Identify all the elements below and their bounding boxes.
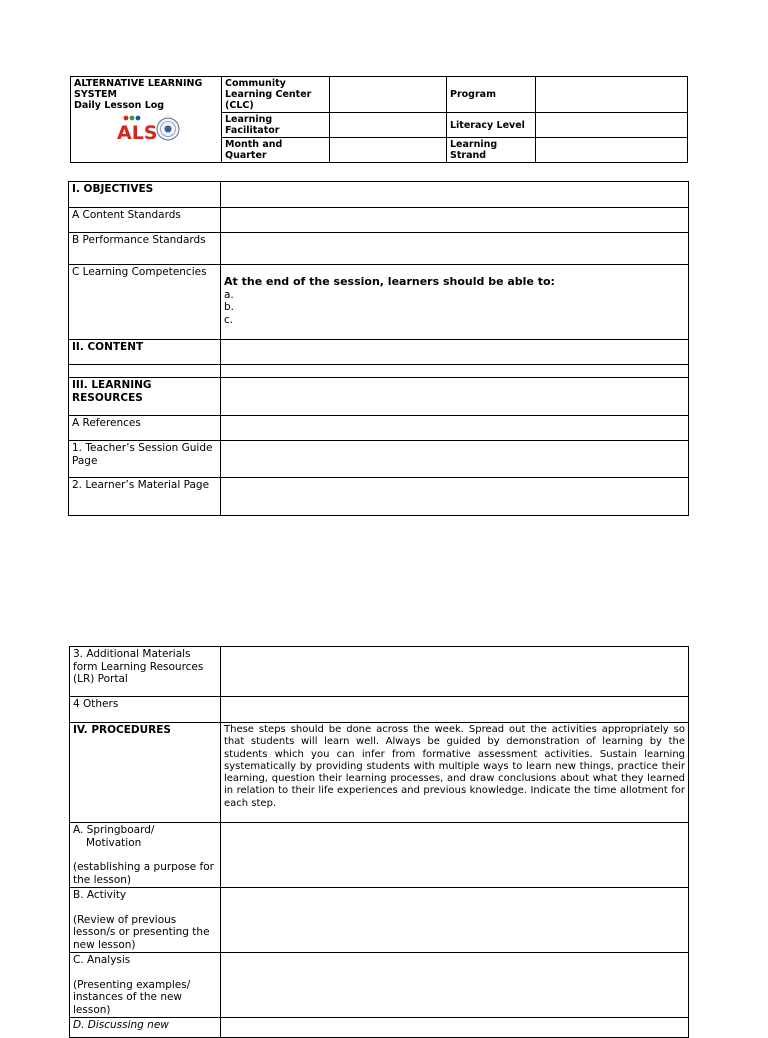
- clc-label: Community Learning Center (CLC): [222, 77, 330, 113]
- content-standards-label: A Content Standards: [69, 208, 221, 233]
- literacy-level-value[interactable]: [536, 113, 688, 138]
- als-logo-text: ALS: [117, 122, 158, 144]
- performance-standards-value[interactable]: [221, 233, 689, 265]
- learning-resources-value[interactable]: [221, 378, 689, 416]
- competency-item-c: c.: [224, 313, 234, 326]
- header-table: [70, 76, 688, 163]
- system-title-line1: ALTERNATIVE LEARNING: [74, 78, 203, 89]
- springboard-title: A. Springboard/: [73, 824, 155, 836]
- learning-strand-value[interactable]: [536, 138, 688, 163]
- month-quarter-label: Month and Quarter: [222, 138, 330, 163]
- activity-title: B. Activity: [73, 889, 127, 901]
- blank-row-value[interactable]: [221, 365, 689, 378]
- objectives-table: [68, 181, 689, 516]
- competency-lead-text: At the end of the session, learners should be able to:: [224, 275, 555, 288]
- content-heading: II. CONTENT: [69, 340, 221, 365]
- competency-item-b: b.: [224, 301, 235, 313]
- springboard-label: [70, 823, 221, 888]
- facilitator-label: Learning Facilitator: [222, 113, 330, 138]
- content-value[interactable]: [221, 340, 689, 365]
- springboard-note: (establishing a purpose for the lesson): [73, 861, 214, 886]
- facilitator-value[interactable]: [330, 113, 447, 138]
- performance-standards-label: B Performance Standards: [69, 233, 221, 265]
- als-logo-icon: [116, 115, 158, 144]
- objectives-heading: I. OBJECTIVES: [69, 182, 221, 208]
- references-label: A References: [69, 416, 221, 441]
- learning-competencies-label: C Learning Competencies: [69, 265, 221, 340]
- teacher-guide-value[interactable]: [221, 441, 689, 478]
- additional-materials-label: 3. Additional Materials form Learning Resources (LR) Portal: [70, 647, 221, 697]
- activity-label: [70, 888, 221, 953]
- blank-row-label: [69, 365, 221, 378]
- discussing-value[interactable]: [221, 1018, 689, 1038]
- analysis-label: [70, 953, 221, 1018]
- logos: [74, 115, 218, 143]
- activity-value[interactable]: [221, 888, 689, 953]
- springboard-title-cont: Motivation: [86, 836, 142, 849]
- analysis-title: C. Analysis: [73, 954, 131, 966]
- teacher-guide-label: 1. Teacher’s Session Guide Page: [69, 441, 221, 478]
- learning-resources-heading: III. LEARNING RESOURCES: [69, 378, 221, 416]
- others-label: 4 Others: [70, 697, 221, 723]
- daily-lesson-log-title: Daily Lesson Log: [74, 100, 165, 111]
- learner-material-label: 2. Learner’s Material Page: [69, 478, 221, 516]
- analysis-value[interactable]: [221, 953, 689, 1018]
- activity-note: (Review of previous lesson/s or presenting the new lesson): [73, 913, 210, 951]
- literacy-level-label: Literacy Level: [447, 113, 536, 138]
- clc-value[interactable]: [330, 77, 447, 113]
- analysis-note: (Presenting examples/ instances of the new lesson): [73, 978, 191, 1016]
- program-value[interactable]: [536, 77, 688, 113]
- references-value[interactable]: [221, 416, 689, 441]
- procedures-heading: IV. PROCEDURES: [70, 723, 221, 823]
- objectives-value[interactable]: [221, 182, 689, 208]
- procedures-instructions: These steps should be done across the week. Spread out the activities appropriately so that students will learn well. Always be guided by demonstration of learning by the students which you can infer from formative assessment activities. Sustain learning systematically by providing students with multiple ways to learn new things, practice their learning, question their learning processes, and draw conclusions about what they learned in relation to their life experiences and previous knowledge. Indicate the time allotment for each step.: [221, 723, 689, 823]
- system-title-cell: [71, 77, 222, 163]
- learning-strand-label: Learning Strand: [447, 138, 536, 163]
- learner-material-value[interactable]: [221, 478, 689, 516]
- content-standards-value[interactable]: [221, 208, 689, 233]
- procedures-table: [69, 646, 689, 1038]
- deped-seal-icon: [156, 117, 180, 141]
- discussing-label: D. Discussing new: [70, 1018, 221, 1038]
- springboard-value[interactable]: [221, 823, 689, 888]
- competency-item-a: a.: [224, 288, 234, 301]
- others-value[interactable]: [221, 697, 689, 723]
- additional-materials-value[interactable]: [221, 647, 689, 697]
- month-quarter-value[interactable]: [330, 138, 447, 163]
- learning-competencies-value[interactable]: [221, 265, 689, 340]
- system-title-line2: SYSTEM: [74, 89, 117, 100]
- program-label: Program: [447, 77, 536, 113]
